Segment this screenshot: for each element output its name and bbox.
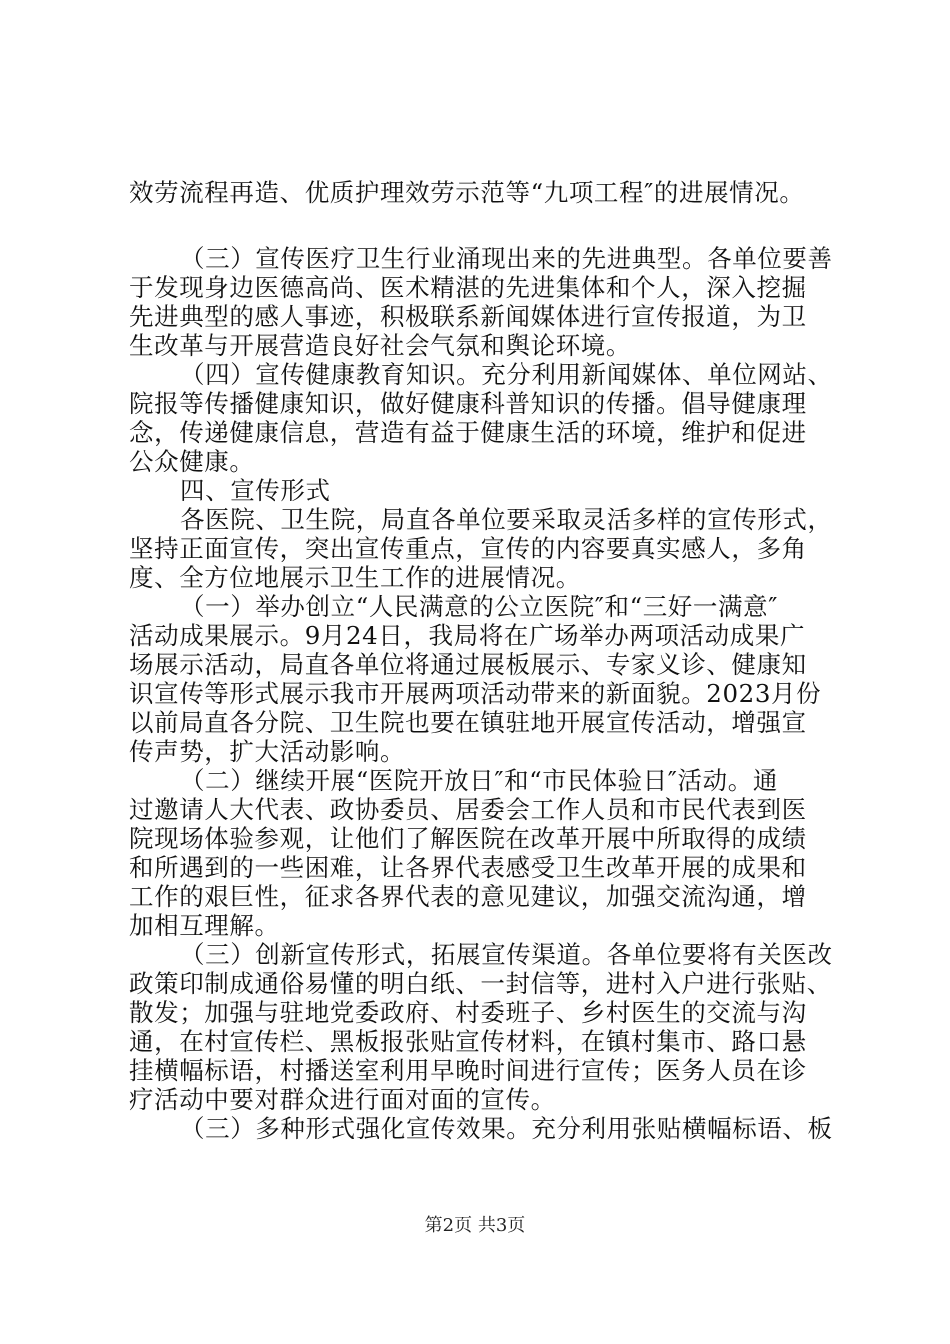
text-line: 念，传递健康信息，营造有益于健康生活的环境，维护和促进: [129, 418, 807, 447]
paragraph-first-line: （三）宣传医疗卫生行业涌现出来的先进典型。各单位要善: [180, 244, 833, 273]
text-line: 于发现身边医德高尚、医术精湛的先进集体和个人，深入挖掘: [129, 273, 807, 302]
text-line: 活动成果展示。9月24日，我局将在广场举办两项活动成果广: [129, 621, 806, 650]
text-line: 效劳流程再造、优质护理效劳示范等“九项工程″的进展情况。: [129, 178, 805, 207]
paragraph-first-line: （四）宣传健康教育知识。充分利用新闻媒体、单位网站、: [180, 360, 833, 389]
text-line: 散发；加强与驻地党委政府、村委班子、乡村医生的交流与沟: [129, 998, 807, 1027]
text-line: 先进典型的感人事迹，积极联系新闻媒体进行宣传报道，为卫: [129, 302, 807, 331]
paragraph-first-line: （三）多种形式强化宣传效果。充分利用张贴横幅标语、板: [180, 1114, 833, 1143]
text-line: 传声势，扩大活动影响。: [129, 737, 406, 766]
text-line: 院现场体验参观，让他们了解医院在改革开展中所取得的成绩: [129, 824, 807, 853]
text-line: 场展示活动，局直各单位将通过展板展示、专家义诊、健康知: [129, 650, 807, 679]
text-line: 识宣传等形式展示我市开展两项活动带来的新面貌。2023月份: [129, 679, 822, 708]
text-line: 院报等传播健康知识，做好健康科普知识的传播。倡导健康理: [129, 389, 807, 418]
text-line: 坚持正面宣传，突出宣传重点，宣传的内容要真实感人，多角: [129, 534, 807, 563]
paragraph-first-line: （一）举办创立“人民满意的公立医院″和“三好一满意″: [180, 592, 778, 621]
paragraph-first-line: （二）继续开展“医院开放日″和“市民体验日″活动。通: [180, 766, 778, 795]
section-heading: 四、宣传形式: [180, 476, 331, 505]
text-line: 和所遇到的一些困难，让各界代表感受卫生改革开展的成果和: [129, 853, 807, 882]
text-line: 通，在村宣传栏、黑板报张贴宣传材料，在镇村集市、路口悬: [129, 1027, 807, 1056]
text-line: 度、全方位地展示卫生工作的进展情况。: [129, 563, 581, 592]
text-line: 以前局直各分院、卫生院也要在镇驻地开展宣传活动，增强宣: [129, 708, 807, 737]
text-line: 政策印制成通俗易懂的明白纸、一封信等，进村入户进行张贴、: [129, 969, 832, 998]
text-line: 生改革与开展营造良好社会气氛和舆论环境。: [129, 331, 631, 360]
text-line: 过邀请人大代表、政协委员、居委会工作人员和市民代表到医: [129, 795, 807, 824]
paragraph-first-line: （三）创新宣传形式，拓展宣传渠道。各单位要将有关医改: [180, 940, 833, 969]
paragraph-first-line: 各医院、卫生院，局直各单位要采取灵活多样的宣传形式，: [180, 505, 833, 534]
text-line: 加相互理解。: [129, 911, 280, 940]
page-number-footer: 第2页 共3页: [424, 1215, 526, 1236]
text-line: 疗活动中要对群众进行面对面的宣传。: [129, 1085, 556, 1114]
text-line: 挂横幅标语，村播送室利用早晚时间进行宣传；医务人员在诊: [129, 1056, 807, 1085]
text-line: 工作的艰巨性，征求各界代表的意见建议，加强交流沟通，增: [129, 882, 807, 911]
text-line: 公众健康。: [129, 447, 255, 476]
